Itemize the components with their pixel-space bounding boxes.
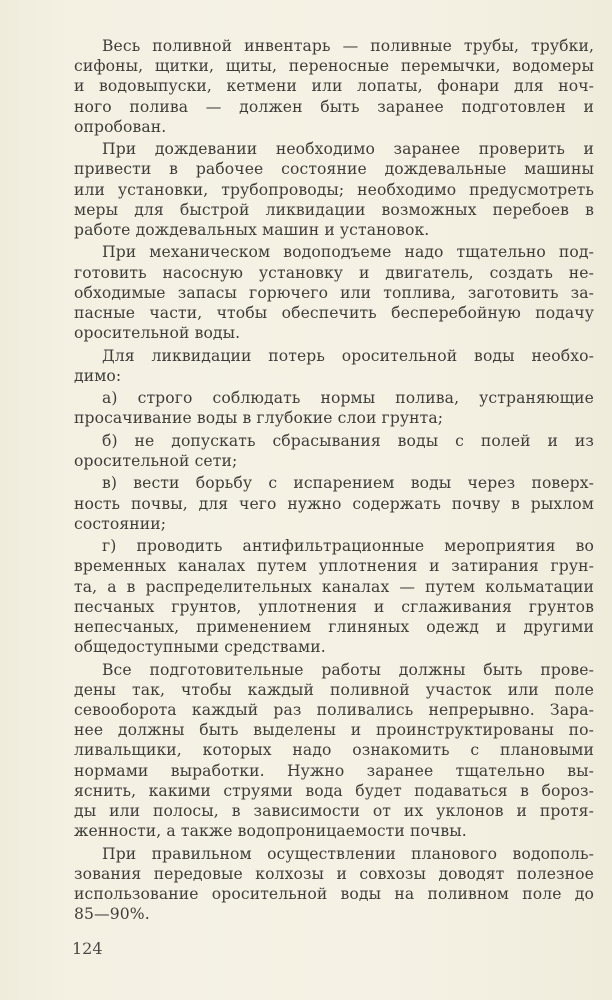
text-line: опробован. [74,117,167,136]
text-line: севооборота каждый раз поливались непрерывно. Зара- [74,701,594,719]
text-line: ность почвы, для чего нужно содержать почву в рыхлом [74,494,594,513]
text-line: общедоступными средствами. [74,638,326,657]
text-line: нее должны быть выделены и проинструктированы по- [74,721,594,740]
text-line: оросительной воды. [74,324,241,343]
text-line: зования передовые колхозы и совхозы доводят полезное [74,864,594,883]
text-line: б) не допускать сбрасывания воды с полей и из [102,431,594,450]
text-line: та, а в распределительных каналах — путем кольматации [74,577,594,596]
text-line: готовить насосную установку и двигатель, создать не- [74,263,594,282]
text-line: состоянии; [74,514,167,533]
text-line: ды или полосы, в зависимости от их уклонов и протя- [74,802,594,820]
text-line: При механическом водоподъеме надо тщательно под- [102,243,594,262]
text-line: Все подготовительные работы должны быть прове- [102,660,594,679]
text-line: песчаных грунтов, уплотнения и сглаживания грунтов [74,597,594,616]
text-line: или установки, трубопроводы; необходимо предусмотреть [74,180,594,199]
text-line: При правильном осуществлении планового водополь- [102,844,594,863]
text-line: временных каналах путем уплотнения и затирания грун- [74,557,594,576]
text-line: ливальщики, которых надо ознакомить с плановыми [74,741,594,760]
text-line: димо: [74,366,122,385]
page-number: 124 [72,939,103,959]
text-line: ного полива — должен быть заранее подготовлен и [74,97,594,116]
text-line: нормами выработки. Нужно заранее тщательно вы- [74,761,594,780]
text-line: яснить, какими струями вода будет подаваться в бороз- [74,781,594,800]
text-line: просачивание воды в глубокие слои грунта; [74,409,444,428]
text-line: меры для быстрой ликвидации возможных перебоев в [74,200,594,219]
text-line: г) проводить антифильтрационные мероприятия во [102,537,594,556]
text-line: использование оросительной воды на поливном поле до [74,885,594,903]
text-line: в) вести борьбу с испарением воды через поверх- [102,474,594,493]
text-line: а) строго соблюдать нормы полива, устраняющие [102,389,594,408]
text-line: работе дождевальных машин и установок. [74,221,430,239]
text-line: дены так, чтобы каждый поливной участок или поле [74,680,594,699]
text-line: пасные части, чтобы обеспечить бесперебойную подачу [74,304,594,322]
text-line: привести в рабочее состояние дождевальные машины [74,160,594,179]
text-line: Весь поливной инвентарь — поливные трубы, трубки, [102,37,594,55]
text-line: сифоны, щитки, щиты, переносные перемычки, водомеры [74,57,594,76]
text-line: При дождевании необходимо заранее проверить и [102,140,594,159]
text-line: непесчаных, применением глиняных одежд и другими [74,618,594,636]
text-line: 85—90%. [74,905,150,924]
text-line: Для ликвидации потерь оросительной воды необхо- [102,346,594,365]
text-line: женности, а также водопроницаемости почвы. [74,822,467,841]
text-line: оросительной сети; [74,452,238,470]
text-line: и водовыпуски, кетмени или лопаты, фонари для ноч- [74,77,594,96]
text-line: обходимые запасы горючего или топлива, заготовить за- [74,283,594,302]
